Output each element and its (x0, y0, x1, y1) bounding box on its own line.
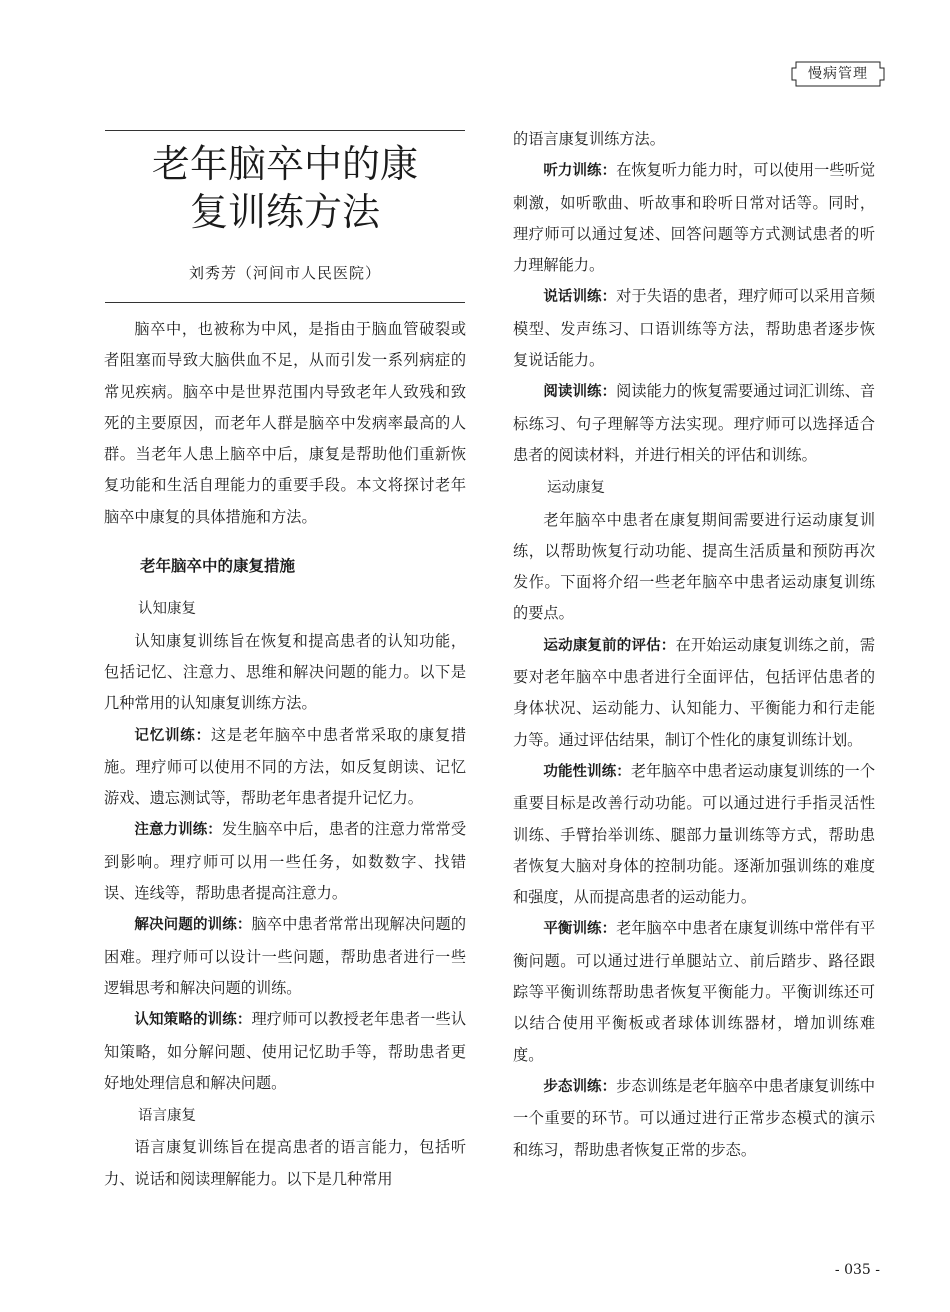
left-column (104, 314, 466, 1195)
section-tag (796, 62, 880, 86)
strategy-lead: 认知策略的训练： (134, 1012, 252, 1029)
problem-paragraph (104, 909, 466, 1004)
functional-paragraph (513, 756, 875, 913)
article-title (105, 140, 465, 236)
reading-lead: 阅读训练： (543, 384, 617, 401)
language-heading: 语言康复 (138, 1108, 196, 1125)
strategy-body: 理疗师可以教授老年患者一些认知策略，如分解问题、使用记忆助手等，帮助患者更好地处理信息和解决问题。 (104, 1010, 467, 1092)
memory-lead: 记忆训练： (134, 727, 211, 744)
functional-lead: 功能性训练： (543, 763, 631, 780)
title-line-1: 老年脑卒中的康 (151, 142, 418, 186)
gait-body: 步态训练是老年脑卒中患者康复训练中一个重要的环节。可以通过进行正常步态模式的演示和练习，帮助患者恢复正常的步态。 (513, 1076, 876, 1159)
reading-paragraph (513, 376, 875, 471)
author-line: 刘秀芳（河间市人民医院） (188, 264, 381, 282)
speaking-paragraph (513, 281, 875, 376)
assessment-lead: 运动康复前的评估： (543, 637, 676, 654)
attention-paragraph (104, 814, 466, 909)
page-number: - 035 - (834, 1262, 880, 1278)
language-intro-continued: 的语言康复训练方法。 (513, 130, 665, 148)
right-column (513, 124, 875, 1166)
section-tag-label: 慢病管理 (808, 66, 868, 82)
attention-lead: 注意力训练： (134, 822, 222, 839)
reading-body: 阅读能力的恢复需要通过词汇训练、音标练习、句子理解等方法实现。理疗师可以选择适合患者的阅读材料，并进行相关的评估和训练。 (513, 382, 876, 464)
memory-body: 这是老年脑卒中患者常采取的康复措施。理疗师可以使用不同的方法，如反复朗读、记忆游戏、遗忘测试等，帮助老年患者提升记忆力。 (104, 725, 467, 808)
problem-body: 脑卒中患者常常出现解决问题的困难。理疗师可以设计一些问题，帮助患者进行一些逻辑思考和解决问题的训练。 (104, 915, 467, 997)
problem-lead: 解决问题的训练： (134, 917, 252, 934)
strategy-paragraph (104, 1004, 466, 1099)
title-line-2: 复训练方法 (189, 190, 380, 234)
attention-body: 发生脑卒中后，患者的注意力常常受到影响。理疗师可以用一些任务，如数数字、找错误、连线等，帮助患者提高注意力。 (104, 820, 467, 903)
functional-body: 老年脑卒中患者运动康复训练的一个重要目标是改善行动功能。可以通过进行手指灵活性训练、手臂抬举训练、腿部力量训练等方式，帮助患者恢复大脑对身体的控制功能。逐渐加强训练的难度和强度，从而提高患者的运动能力。 (513, 761, 876, 907)
motor-heading: 运动康复 (547, 480, 605, 497)
title-top-rule (105, 130, 465, 131)
balance-lead: 平衡训练： (543, 921, 617, 938)
memory-paragraph (104, 720, 466, 815)
gait-paragraph (513, 1071, 875, 1166)
speaking-body: 对于失语的患者，理疗师可以采用音频模型、发声练习、口语训练等方法，帮助患者逐步恢复说话能力。 (513, 287, 876, 370)
listening-body: 在恢复听力能力时，可以使用一些听觉刺激，如听歌曲、听故事和聆听日常对话等。同时，理疗师可以通过复述、回答问题等方式测试患者的听力理解能力。 (513, 161, 876, 275)
speaking-lead: 说话训练： (543, 289, 617, 306)
author-bottom-rule (105, 302, 465, 303)
cognitive-intro: 认知康复训练旨在恢复和提高患者的认知功能，包括记忆、注意力、思维和解决问题的能力。以下是几种常用的认知康复训练方法。 (104, 631, 466, 713)
listening-paragraph (513, 155, 875, 281)
assessment-paragraph (513, 630, 875, 756)
assessment-body: 在开始运动康复训练之前，需要对老年脑卒中患者进行全面评估，包括评估患者的身体状况、运动能力、认知能力、平衡能力和行走能力等。通过评估结果，制订个性化的康复训练计划。 (513, 635, 876, 749)
section-heading: 老年脑卒中的康复措施 (140, 557, 296, 576)
intro-paragraph: 脑卒中，也被称为中风，是指由于脑血管破裂或者阻塞而导致大脑供血不足，从而引发一系列病症的常见疾病。脑卒中是世界范围内导致老年人致残和致死的主要原因，而老年人群是脑卒中发病率最高的人群。当老年人患上脑卒中后，康复是帮助他们重新恢复功能和生活自理能力的重要手段。本文将探讨老年脑卒中康复的具体措施和方法。 (104, 320, 466, 526)
gait-lead: 步态训练： (543, 1078, 617, 1095)
balance-body: 老年脑卒中患者在康复训练中常伴有平衡问题。可以通过进行单腿站立、前后踏步、路径跟踪等平衡训练帮助患者恢复平衡能力。平衡训练还可以结合使用平衡板或者球体训练器材，增加训练难度。 (513, 919, 876, 1064)
cognitive-heading: 认知康复 (138, 601, 196, 618)
balance-paragraph (513, 913, 875, 1070)
motor-intro: 老年脑卒中患者在康复期间需要进行运动康复训练，以帮助恢复行动功能、提高生活质量和预防再次发作。下面将介绍一些老年脑卒中患者运动康复训练的要点。 (513, 510, 875, 623)
listening-lead: 听力训练： (543, 163, 617, 180)
language-intro: 语言康复训练旨在提高患者的语言能力，包括听力、说话和阅读理解能力。以下是几种常用 (104, 1138, 466, 1188)
